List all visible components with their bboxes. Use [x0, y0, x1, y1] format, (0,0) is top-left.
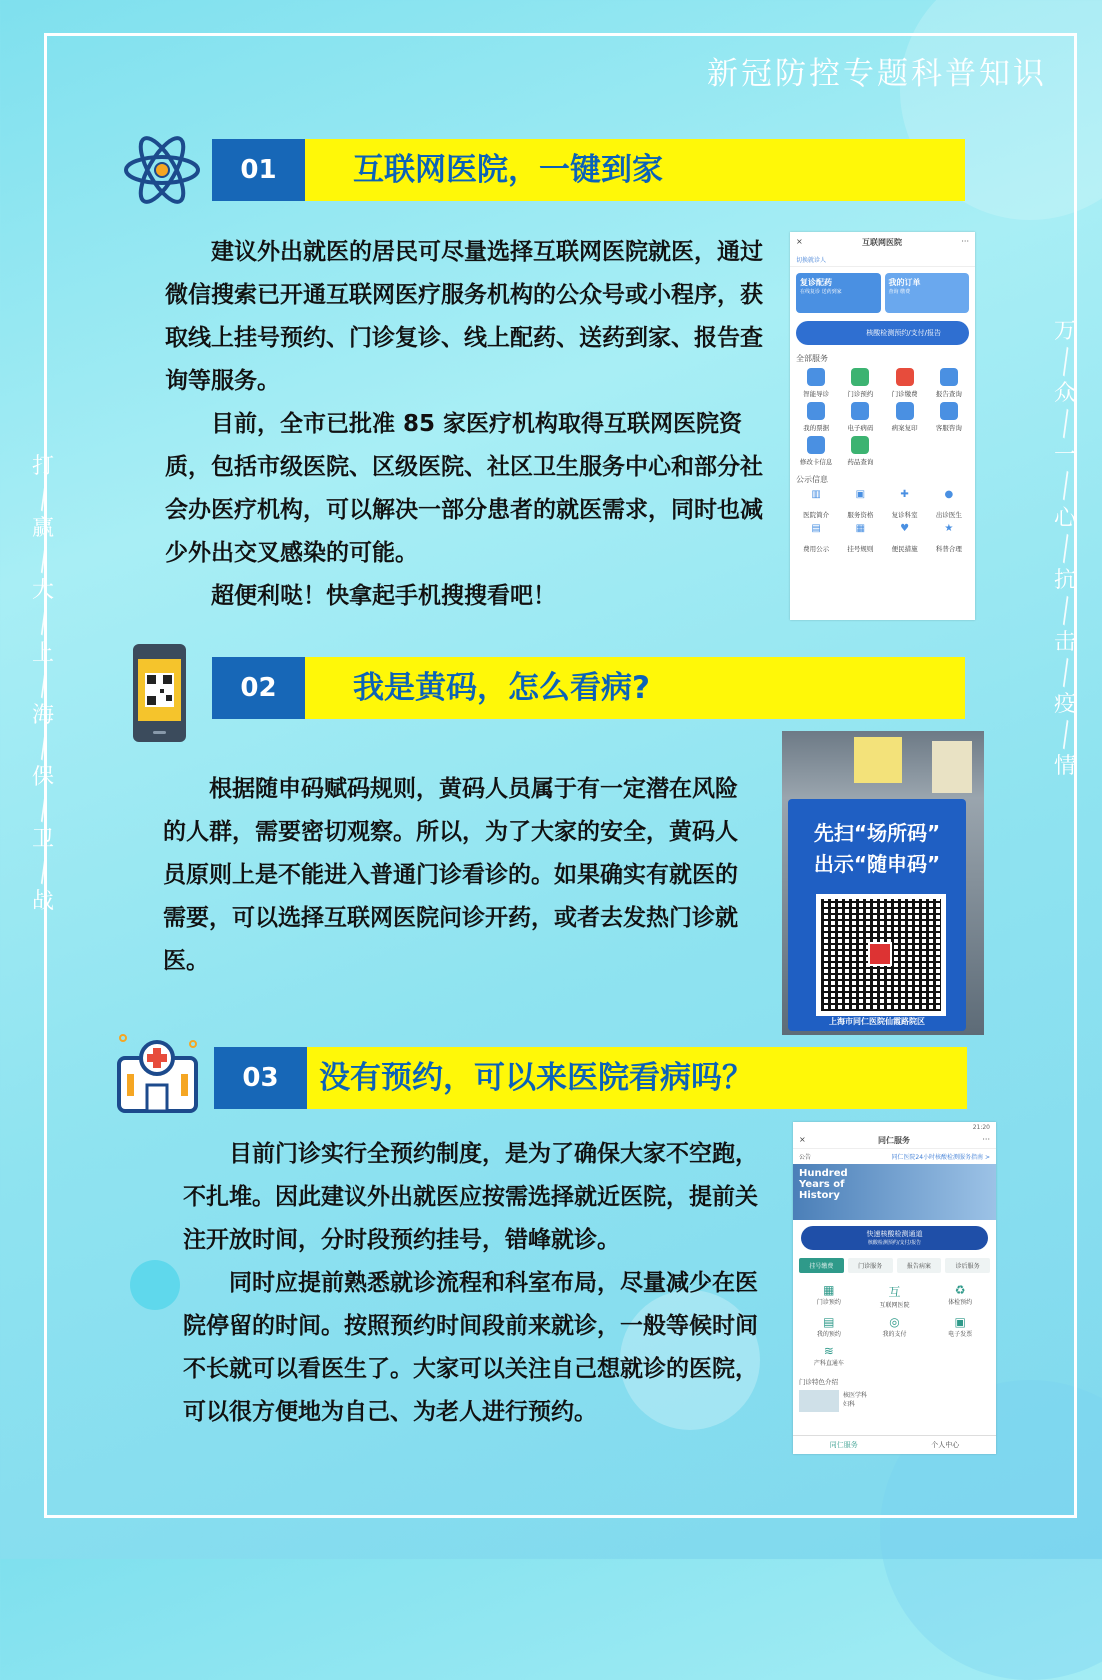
info-item: ● 出诊医生	[935, 489, 962, 519]
tab: 诊后服务	[945, 1258, 990, 1273]
qr-logo-icon	[868, 942, 892, 966]
feature-title: 门诊特色介绍	[799, 1378, 838, 1386]
service-item: ▣ 电子发票	[948, 1315, 973, 1338]
sign-line: 出示“随申码”	[813, 852, 941, 876]
service-item: ♻ 体检预约	[948, 1283, 973, 1306]
hero-banner	[793, 1164, 996, 1220]
screenshot-title: 同仁服务	[878, 1136, 911, 1145]
slogan-char: 卫	[31, 827, 54, 853]
slogan-char: 大	[31, 578, 54, 604]
atom-icon	[122, 134, 202, 206]
switch-label: 切换就诊人	[790, 253, 975, 267]
nucleic-banner	[796, 321, 969, 345]
slogan-char: 海	[31, 702, 54, 728]
hospital-sign-photo	[782, 731, 984, 1035]
main-button-sub: 核酸检测预约/支付/报告	[867, 1240, 922, 1246]
service-item: 电子病码	[840, 402, 880, 432]
info-item: ★ 科普合理	[935, 523, 962, 553]
service-item: ▤ 我的预约	[816, 1315, 841, 1338]
tab: 报告病案	[897, 1258, 942, 1273]
more-icon: ···	[961, 237, 969, 246]
paragraph: 建议外出就医的居民可尽量选择互联网医院就医，通过微信搜索已开通互联网医疗服务机构的公众号或小程序，获取线上挂号预约、门诊复诊、线上配药、送药到家、报告查询等服务。	[165, 239, 763, 394]
service-item: ≋ 产科直通车	[813, 1344, 844, 1367]
slogan-char: 万	[1053, 319, 1076, 344]
slogan-char: 保	[31, 764, 54, 790]
slogan-char: 战	[31, 889, 54, 915]
service-item: 病案复印	[885, 402, 925, 432]
section-body	[165, 231, 775, 618]
notice-label: 公告	[799, 1154, 812, 1161]
page-topic: 新冠防控专题科普知识	[707, 56, 1047, 92]
sign-caption: 上海市同仁医院仙霞路院区	[829, 1017, 925, 1026]
info-item: ▥ 医院简介	[803, 489, 830, 519]
info-item: ▦ 挂号规则	[847, 523, 874, 553]
section-number: 03	[214, 1047, 307, 1109]
section-number: 02	[212, 657, 305, 719]
internet-hospital-screenshot	[790, 232, 975, 620]
slogan-char: 情	[1053, 754, 1076, 780]
tongren-service-screenshot	[793, 1122, 996, 1454]
all-services-label: 全部服务	[796, 354, 828, 363]
right-vertical-slogan: 万 ╲ 众 ╲ 一 ╲ 心 ╲ 抗 ╲ 击 ╲ 疫 ╲ 情	[1050, 320, 1080, 778]
info-item: ▣ 服务资格	[847, 489, 874, 519]
slogan-char: 一	[1053, 443, 1076, 469]
notice-text: 同仁医院24小时核酸检测服务指南 >	[891, 1154, 990, 1161]
service-item: 互 互联网医院	[879, 1285, 910, 1309]
info-item: ▤ 费用公示	[803, 523, 830, 553]
paragraph: 超便利哒！快拿起手机搜搜看吧！	[211, 583, 556, 609]
section-body	[183, 1133, 773, 1434]
qr-phone-icon	[132, 643, 187, 743]
wall-poster	[932, 741, 972, 793]
screenshot-title: 互联网医院	[862, 238, 903, 247]
service-item: 客服咨询	[929, 402, 969, 432]
sign-line: 先扫“场所码”	[813, 821, 941, 845]
card-sub: 查询 缴费	[888, 289, 911, 295]
tab: 挂号缴费	[799, 1258, 844, 1273]
service-item: 报告查询	[929, 368, 969, 398]
service-item: 门诊预约	[840, 368, 880, 398]
left-vertical-slogan: 打 ╲ 赢 ╲ 大 ╲ 上 ╲ 海 ╲ 保 ╲ 卫 ╲ 战	[28, 455, 58, 913]
close-icon: ×	[799, 1135, 806, 1144]
slogan-char: 疫	[1053, 692, 1076, 718]
section-title: 互联网医院，一键到家	[305, 139, 965, 201]
slogan-char: 抗	[1053, 567, 1076, 593]
service-item: ▦ 门诊预约	[816, 1283, 841, 1306]
paragraph: 根据随申码赋码规则，黄码人员属于有一定潜在风险的人群，需要密切观察。所以，为了大家的安全，黄码人员原则上是不能进入普通门诊看诊的。如果确实有就医的需要，可以选择互联网医院问诊开药，或者去发热门诊就医。	[163, 776, 738, 974]
section-body	[163, 768, 748, 983]
wall-poster	[854, 737, 902, 783]
paragraph: 目前，全市已批准 85 家医疗机构取得互联网医院资质，包括市级医院、区级医院、社区卫生服务中心和部分社会办医疗机构，可以解决一部分患者的就医需求，同时也减少外出交叉感染的可能。	[165, 411, 763, 566]
section-title: 没有预约，可以来医院看病吗？	[307, 1047, 967, 1109]
service-item: 药品查询	[840, 436, 880, 466]
hero-text: Hundred Years of History	[799, 1168, 848, 1201]
slogan-char: 上	[31, 640, 54, 666]
section-number: 01	[212, 139, 305, 201]
service-item: 智能导诊	[796, 368, 836, 398]
service-item: 修改卡信息	[796, 436, 836, 466]
status-bar: 21:20	[972, 1124, 990, 1131]
slogan-char: 打	[31, 454, 54, 479]
paragraph: 同时应提前熟悉就诊流程和科室布局，尽量减少在医院停留的时间。按照预约时间段前来就诊，一般等候时间不长就可以看医生了。大家可以关注自己想就诊的医院，可以很方便地为自己、为老人进行预约。	[183, 1270, 758, 1425]
feature-item: 核医学科	[843, 1392, 868, 1399]
card-title: 我的订单	[888, 278, 921, 287]
public-info-label: 公示信息	[796, 475, 828, 484]
more-icon: ···	[982, 1135, 990, 1144]
bottom-nav-item: 个人中心	[931, 1441, 960, 1449]
service-item: 门诊缴费	[885, 368, 925, 398]
card-refill	[796, 273, 881, 313]
slogan-char: 击	[1053, 629, 1076, 655]
card-sub: 在线复诊 送药到家	[800, 289, 842, 295]
hospital-icon	[115, 1030, 200, 1115]
sign-board	[788, 799, 966, 1031]
info-item: ♥ 便民措施	[891, 523, 918, 553]
close-icon: ×	[796, 237, 803, 246]
tab: 门诊服务	[848, 1258, 893, 1273]
service-item: 我的票据	[796, 402, 836, 432]
banner-text: 核酸检测预约/支付/报告	[866, 329, 941, 337]
info-item: ✚ 复诊科室	[891, 489, 918, 519]
main-button	[801, 1226, 988, 1250]
main-button-label: 快速核酸检测通道	[866, 1230, 923, 1238]
feature-item: 妇科	[843, 1401, 856, 1408]
paragraph: 目前门诊实行全预约制度，是为了确保大家不空跑，不扎堆。因此建议外出就医应按需选择就近医院，提前关注开放时间，分时段预约挂号，错峰就诊。	[183, 1141, 758, 1253]
feature-thumb	[799, 1390, 839, 1412]
card-title: 复诊配药	[800, 278, 832, 287]
slogan-char: 众	[1053, 381, 1076, 407]
card-orders	[885, 273, 970, 313]
bottom-nav-item: 同仁服务	[829, 1441, 858, 1449]
section-title: 我是黄码，怎么看病?	[305, 657, 965, 719]
slogan-char: 赢	[31, 516, 54, 542]
slogan-char: 心	[1053, 505, 1076, 531]
service-item: ◎ 我的支付	[882, 1315, 907, 1338]
